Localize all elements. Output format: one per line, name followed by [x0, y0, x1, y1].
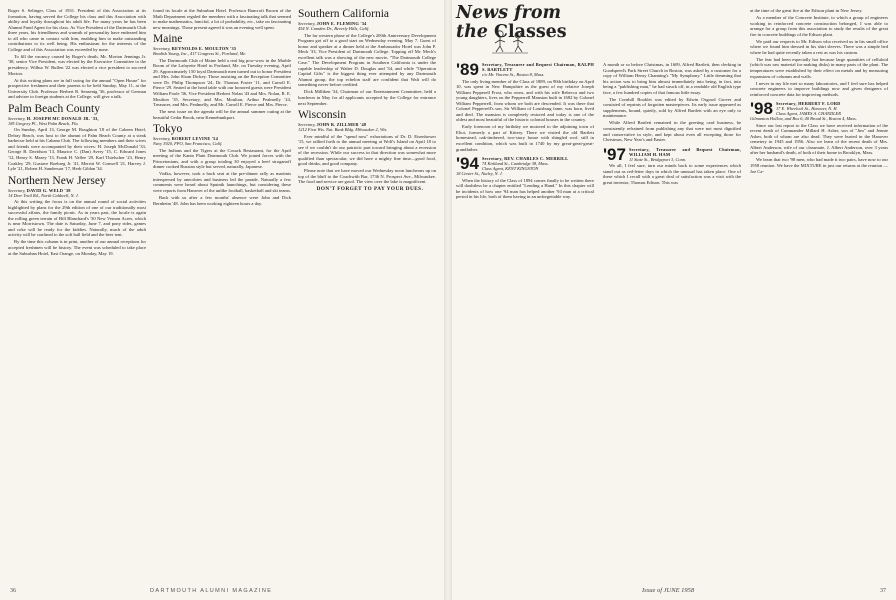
- class-1894-entry: [456, 156, 594, 176]
- class-1898-entry: [750, 101, 888, 121]
- class-year-94: '94: [456, 154, 479, 174]
- paragraph: To fill the vacancy caused by Roger's death, Mr. Morton Jennings Jr. '38, senior Vice President, was elected by the Executive Committee to the presidency. Wilbur W. Bullen '22 was elected a vice president to succeed Morton.: [8, 53, 146, 76]
- section-title: Southern California: [298, 8, 390, 20]
- page-number: 36: [10, 588, 16, 594]
- paragraph: I never in my life met so many laboratories, and I feel sure has helped concrete engineers to improve buildings now and given designers of reinforced concrete data for improving methods.: [750, 80, 888, 97]
- paragraph: The Indians and the Tigers at the Cosack Restaurant, for the April meeting of the Kanto Plain Dartmouth Club. We joined forces with the Princetonians, and with a group totaling 30 enjoyed a beef stroganoff dinner cooked Russian style but served, naturally, Japanese.: [153, 147, 291, 170]
- section-title: Palm Beach County: [8, 102, 100, 115]
- paragraph: When the history of the Class of 1894 comes finally to be written there will doubtless be a chapter entitled "Lending a Hand." In this chapter will be incidents of how one '94 man has helped another '94 man at a critical period in his life, both of them having in an unforgettable way.: [456, 177, 594, 200]
- byline: Secretary, REV. CHARLES C. MERRILL 74 Kirkland St., Cambridge 38, Mass. Class Agent, KENT KINGSTON 18 Center St., Nutley, N. J.: [456, 156, 569, 177]
- paragraph: We all, I feel sure, turn our minds back to some experiences which stand out as red-letter days in which the unusual has taken place. One of these which I recall with a great deal of satisfaction was a visit with the great inventor, Thomas Edison. This was: [603, 163, 741, 185]
- paragraph: at the time of the great fire at the Edison plant in New Jersey.: [750, 8, 863, 13]
- left-column-2: [153, 8, 291, 208]
- class-1889-entry: [456, 62, 594, 77]
- byline: Secretary, H. JOSEPH MC DONALD JR. '33, 185 Gregory Pl., West Palm Beach, Fla.: [8, 115, 99, 126]
- class-year-89: '89: [456, 60, 479, 79]
- paragraph: On Sunday, April 13, George M. Boughton '18 of the Cabeen Hotel, Delray Beach, was host to the alumni of Palm Beach County at a steak barbecue held at his Cabana Club. The following members and their wives and friends were accompanied by their wives: H. Joseph McDonald '33, George B. Davidson '13, Maurice C. (Dan) Avery '15, C. Edward Jones '12, Henry S. Masey '13, Frank H. Vallee '29, Karl Thielscher '23, Henry Coakley '29, Gustave Boehreg Jr. '41, Merritt W. Conwell '21, Harvey J. Lyle '21, Robert H. Sanderson '17, Herb Gildan '34.: [8, 127, 146, 172]
- left-page: [0, 0, 444, 600]
- paragraph: Back with us after a few months' absence were John and Dick Bernheim '48. John has been working eighteen hours a day.: [153, 195, 291, 206]
- paragraph: The Cornhill Booklet was edited by Edwin Osgood Grover and consisted of reprints of forgotten masterpieces. Its early issue appeared as supplements, bound, quietly, sold by Alfred Bartlett with an eye only to maintenance.: [603, 96, 741, 119]
- issue-date: Issue of JUNE 1958: [642, 587, 695, 594]
- cartoon-figures-icon: [490, 28, 530, 54]
- right-column-1: [456, 62, 594, 201]
- paragraph: Please note that we have moved our Wednesday noon luncheons up on top of the bluff to the Coachwith Bar, 1736 N. Prospect Ave., Milwaukee. The food and service are good. The view over the lake is magnificent.: [298, 168, 436, 185]
- dues-reminder: DON'T FORGET TO PAY YOUR DUES.: [316, 185, 424, 192]
- section-title: Tokyo: [153, 123, 183, 136]
- byline: Secretary, JOHN B. ZILLMER '48 1212 First Wis. Nat. Bank Bldg. Milwaukee 2, Wis.: [298, 122, 388, 133]
- paragraph: By the time this column is in print, another of our annual receptions for accepted freshmen will be history. The event was scheduled to take place at the Suburban Hotel, East Orange, on Monday, May 19.: [8, 239, 146, 256]
- paragraph: Roger S. Selinger, Class of 1931. President of this Association at its formation, having served the College his class and this Association with ability and loyalty throughout his adult life. For many years he has been Alumni Fund Agent for his class. As Vice President of the Dartmouth Club three years, his friendliness and warmth of personality have endeared him to all who came in contact with him, enabling him to make outstanding contributions to its well being. His enthusiasm for the interests of the College and of this Association was exceeded by none.: [8, 8, 146, 52]
- class-1897-entry: [603, 144, 741, 164]
- paragraph: The next issue on the agenda will be the annual summer outing at the beautiful Cedar Brook, near Kennebunkport.: [153, 109, 291, 120]
- byline: Secretary, DAVID G. WELD '38 14 Deer Trail Rd., North Caldwell, N. J.: [8, 187, 79, 198]
- paragraph: Since our last report to the Class we have received information of the recent death of Commander Millard H. Asher, son of "Jim" and Jennie Asher, both of whom are also dead. They were buried in the Hanover cemetery in 1945 and 1956. Also we learn of the recent death of Mrs. Albert Anderson, wife of our classmate, J. Albert Anderson, over 3 years after her husband's death, of both of their home in Brooklyn, Mass.: [750, 122, 888, 156]
- paragraph: found its locale at the Suburban Hotel. Professor Bancroft Brown of the Math Department regaled the members with a fascinating talk that seemed to make mathematics, fanciful, a lot of probability, etc., take on fascinating new meanings. Those present agreed it was an evening well spent.: [153, 8, 291, 30]
- right-column-3: [750, 8, 888, 176]
- byline: Secretary, JOHN E. FLEMING '34 454 N. Camden Dr., Beverly Hills, Calif.: [298, 21, 370, 31]
- paragraph: The fear had been especially hot because large quantities of celluloid (which was raw material for making disks) in many parts of the plant. The temperatures were established by their effect on metals and by measuring expansions of columns and walls.: [750, 56, 888, 79]
- page-number: 37: [880, 588, 886, 594]
- byline: Secretary, ROBERT LEVINE '54 Navy 3920, FPO, San Francisco, Calif.: [153, 136, 223, 147]
- paragraph: We learn that two '98 men, who had made it two pairs, have now to our 1958 reunion. We have the MIXTURE in just our returns at the reunion — Joe Ca-: [750, 157, 888, 174]
- left-column-1: [8, 8, 146, 258]
- paragraph: While Alfred Bartlett remained in the greeting card business, he consistently refrained from publishing any that were not most dignified and conservative in style, and kept about even all excepting those for Christmas, New Year's and Easter.: [603, 120, 741, 143]
- paragraph: The far western phase of the College's 200th Anniversary Development Program got off to a good start on Wednesday evening, May 7. Guest of honor and speaker at a dinner held at the Ambassador Hotel was John P. Meck '33, Vice President of Dartmouth College. Topping off Mr. Meck's excellent talk was a showing of the new movie, "The Dartmouth College Case." The Development Program in Southern California is under the capable leadership of Walter D. Douglas and '34, and while "Operation Capital Gifts" is the biggest thing ever attempted by any Dartmouth Alumni group, the top echelon staff are confident that Walt will do something never before credited.: [298, 32, 436, 88]
- class-year-97: '97: [603, 144, 626, 164]
- paragraph: We paid our respects to Mr. Edison who received us in his small office where we found him dressed in his shirt sleeves. There was a simple bed where he had quite recently taken a rest as was his custom.: [750, 38, 888, 55]
- paragraph: Ever mindful of the "spend now" exhortations of Dr. D. Eisenhower '15, we rallied forth to the annual meeting at Wolf's Island on April 18 to see if we couldn't do our patriotic part toward bringing about a recession of the recession. While our success in that direction was somewhat more qualified than spectacular, we did have a mighty fine time—good food, good drinks, and good company.: [298, 133, 436, 167]
- paragraph: At this writing plans are in full swing for the annual "Open House" for prospective freshmen and their parents to be held Sunday, May 11, at the University Club. Professor Herbert R. Sensenig '36, professor of German and adviser to foreign students at the College, will give a talk.: [8, 77, 146, 100]
- byline: Secretary, HERBERT F. LORD 17 E. Wheelock St., Hanover, N. H. Class Agent, JAMES A. CHANDLER Gilmanton Hollow, and Box 6, 40 Broad St., Boston 4, Mass.: [750, 101, 857, 122]
- byline: Secretary, REYNOLDS E. MOULTON '35 Bradish Young, Inc., 417 Congress St., Portland, Me.: [153, 46, 247, 57]
- paragraph: At this writing the focus is on the annual round of social activities highlighted by plans for the 29th edition of one of our traditionally most successful affairs, the family picnic. As in years past, the locale is again the rolling green terrain of Bill Blanchard's '30 New Vernon Acres, which is near Morristown. The date is Saturday, June 7, and pony rides, games and coke will be ready for the kiddies. Naturally, much of the adult activity will be confined to the soft ball field and the beer tent.: [8, 199, 146, 238]
- class-year-98: '98: [750, 99, 773, 119]
- paragraph: Early forenoon of my birthday we motored to the adjoining town of Eliot, formerly a part of Kittery. There we visited the old Bartlett homestead, oak-timbered, two-story house with shingled roof, still in excellent condition, which was built in 1740 by my great-great-great-grandfather.: [456, 124, 594, 152]
- section-title: Maine: [153, 33, 183, 46]
- paragraph: Dick Milliken '34, Chairman of our Entertainment Committee, held a luncheon in May for all applicants accepted by the College for entrance next September.: [298, 89, 436, 106]
- section-title: Wisconsin: [298, 109, 347, 122]
- byline: Secretary, Treasurer and Bequest Chairman, WILLIAM H. HAM 11 State St., Bridgeport 3, Conn.: [628, 146, 741, 162]
- byline: Secretary, Treasurer and Bequest Chairman, RALPH S. BARTLETT c/o Mr. Vincent St., Boston 8, Mass.: [481, 62, 594, 77]
- header-title: News from the Classes: [456, 3, 567, 42]
- magazine-footer: DARTMOUTH ALUMNI MAGAZINE: [150, 588, 273, 594]
- left-column-3: [298, 8, 436, 194]
- paragraph: A month or so before Christmas, in 1609, Alfred Bartlett, then clerking in Goodspeed's Park Street Church in Boston, was asked by a customer for a copy of William Henry Channing's "My Symphony." Little dreaming that his action was to bring him almost immediately into being, in fact, into being a "publishing man," he had struck off, in a readable old English type face, a few hundred copies of that famous little essay.: [603, 62, 741, 95]
- right-page: [452, 0, 896, 600]
- paragraph: Vodka, however, took a back seat at the pre-dinner rally as martinis interspersed by anecdotes and business led the parade. Naturally a few comments were heard about Sputnik launchings, but considering these were reports from Hanover of the unlike football, basketball and ski teams.: [153, 171, 291, 194]
- paragraph: The only living member of the Class of 1889, on 90th birthday on April 10, was spent in New Hampshire as the guest of my relative Joseph William Pepperell Frost, who owns, and with his wife Rebecca and two young daughters, lives on the Pepperrell Mansion built in 1682 by Colonel William Pepperrell, from whom we both are descended. It was there that Colonel Pepperrell's son, Sir William of Louisburg fame, was born, lived and died. The mansion is completely restored and today is one of the oldest and most beautiful of the historic colonial houses in the country.: [456, 78, 594, 123]
- paragraph: The Dartmouth Club of Maine held a real big pow-wow in the Marble Room of the Lafayette Hotel in Portland, Me. on Tuesday evening, April 29. Approximately 150 loyal Dartmouth men turned out to honor President and Mrs. John Sloan Dickey. Those assisting on the Reception Committee were Dr. Philip Thompson '24, Dr. Thomas Foster '11, and Carroll E. Pierce '29. Seated at the head table with our honored guests were President William Poole '36, Vice President Herbert Nolan '43 and Mrs. Nolan, R. E. Moulton '35, Secretary, and Mrs. Moulton, Arthur Pealmelly '24, Treasurer, and Mrs. Pealmelly, and Mr. Carroll E. Pierce and Mrs. Pierce.: [153, 57, 291, 108]
- section-title: Northern New Jersey: [8, 174, 106, 187]
- paragraph: As a member of the Concrete Institute, to which a group of engineers working in reinforced concrete construction belonged, I was able to arrange for a group from this association to study the results of the great fire in concrete buildings of the Edison plant.: [750, 15, 888, 37]
- right-column-2: [603, 62, 741, 187]
- section-header: [452, 4, 592, 60]
- gutter: [444, 0, 452, 600]
